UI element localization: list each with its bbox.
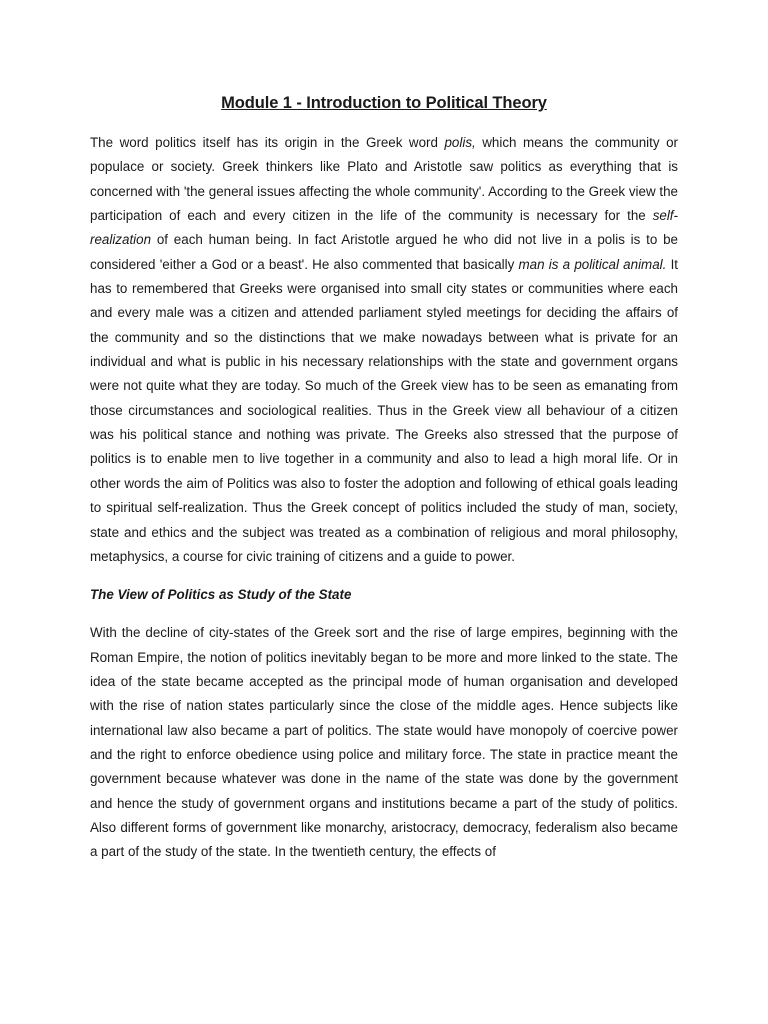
page-title: Module 1 - Introduction to Political Theory — [221, 94, 547, 112]
para1-emphasis-self-realization: self-realization — [90, 208, 678, 248]
para1-text-2: which means the community or populace or society. Greek thinkers like Plato and Aristotle saw politics as everything that is concerned with 'the general issues affecting the whole community'. According to the Greek view the participation of each and every citizen in the life of the community is necessary for the — [90, 135, 678, 224]
para1-text-1: The word politics itself has its origin in the Greek word — [90, 135, 445, 150]
document-page — [90, 92, 678, 865]
para1-emphasis-political-animal: man is a political animal. — [518, 256, 667, 272]
paragraph-greek-view — [90, 131, 678, 569]
para1-text-3: of each human being. In fact Aristotle argued he who did not live in a polis is to be considered 'either a God or a beast'. He also commented that basically — [90, 232, 678, 272]
para1-emphasis-polis: polis, — [444, 135, 476, 150]
paragraph-study-of-state: With the decline of city-states of the Greek sort and the rise of large empires, beginning with the Roman Empire, the notion of politics inevitably began to be more and more linked to the state. The idea of the state became accepted as the principal mode of human organisation and developed with the rise of nation states particularly since the close of the middle ages. Hence subjects like international law also became a part of politics. The state would have monopoly of coercive power and the right to enforce obedience using police and military force. The state in practice meant the government because whatever was done in the name of the state was done by the government and hence the study of government organs and institutions became a part of the study of politics. Also different forms of government like monarchy, aristocracy, democracy, federalism also became a part of the study of the state. In the twentieth century, the effects of — [90, 625, 678, 860]
section-subheading: The View of Politics as Study of the State — [90, 587, 352, 603]
para1-text-4: It has to remembered that Greeks were organised into small city states or communities where each and every male was a citizen and attended parliament styled meetings for deciding the affairs of the community and so the distinctions that we make nowadays between what is private for an individual and what is public in his necessary relationships with the state and government organs were not quite what they are today. So much of the Greek view has to be seen as emanating from those circumstances and sociological realities. Thus in the Greek view all behaviour of a citizen was his political stance and nothing was private. The Greeks also stressed that the purpose of politics is to enable men to live together in a community and also to lead a high moral life. Or in other words the aim of Politics was also to foster the adoption and following of ethical goals leading to spiritual self-realization. Thus the Greek concept of politics included the study of man, society, state and ethics and the subject was treated as a combination of religious and moral philosophy, metaphysics, a course for civic training of citizens and a guide to power. — [90, 256, 679, 564]
